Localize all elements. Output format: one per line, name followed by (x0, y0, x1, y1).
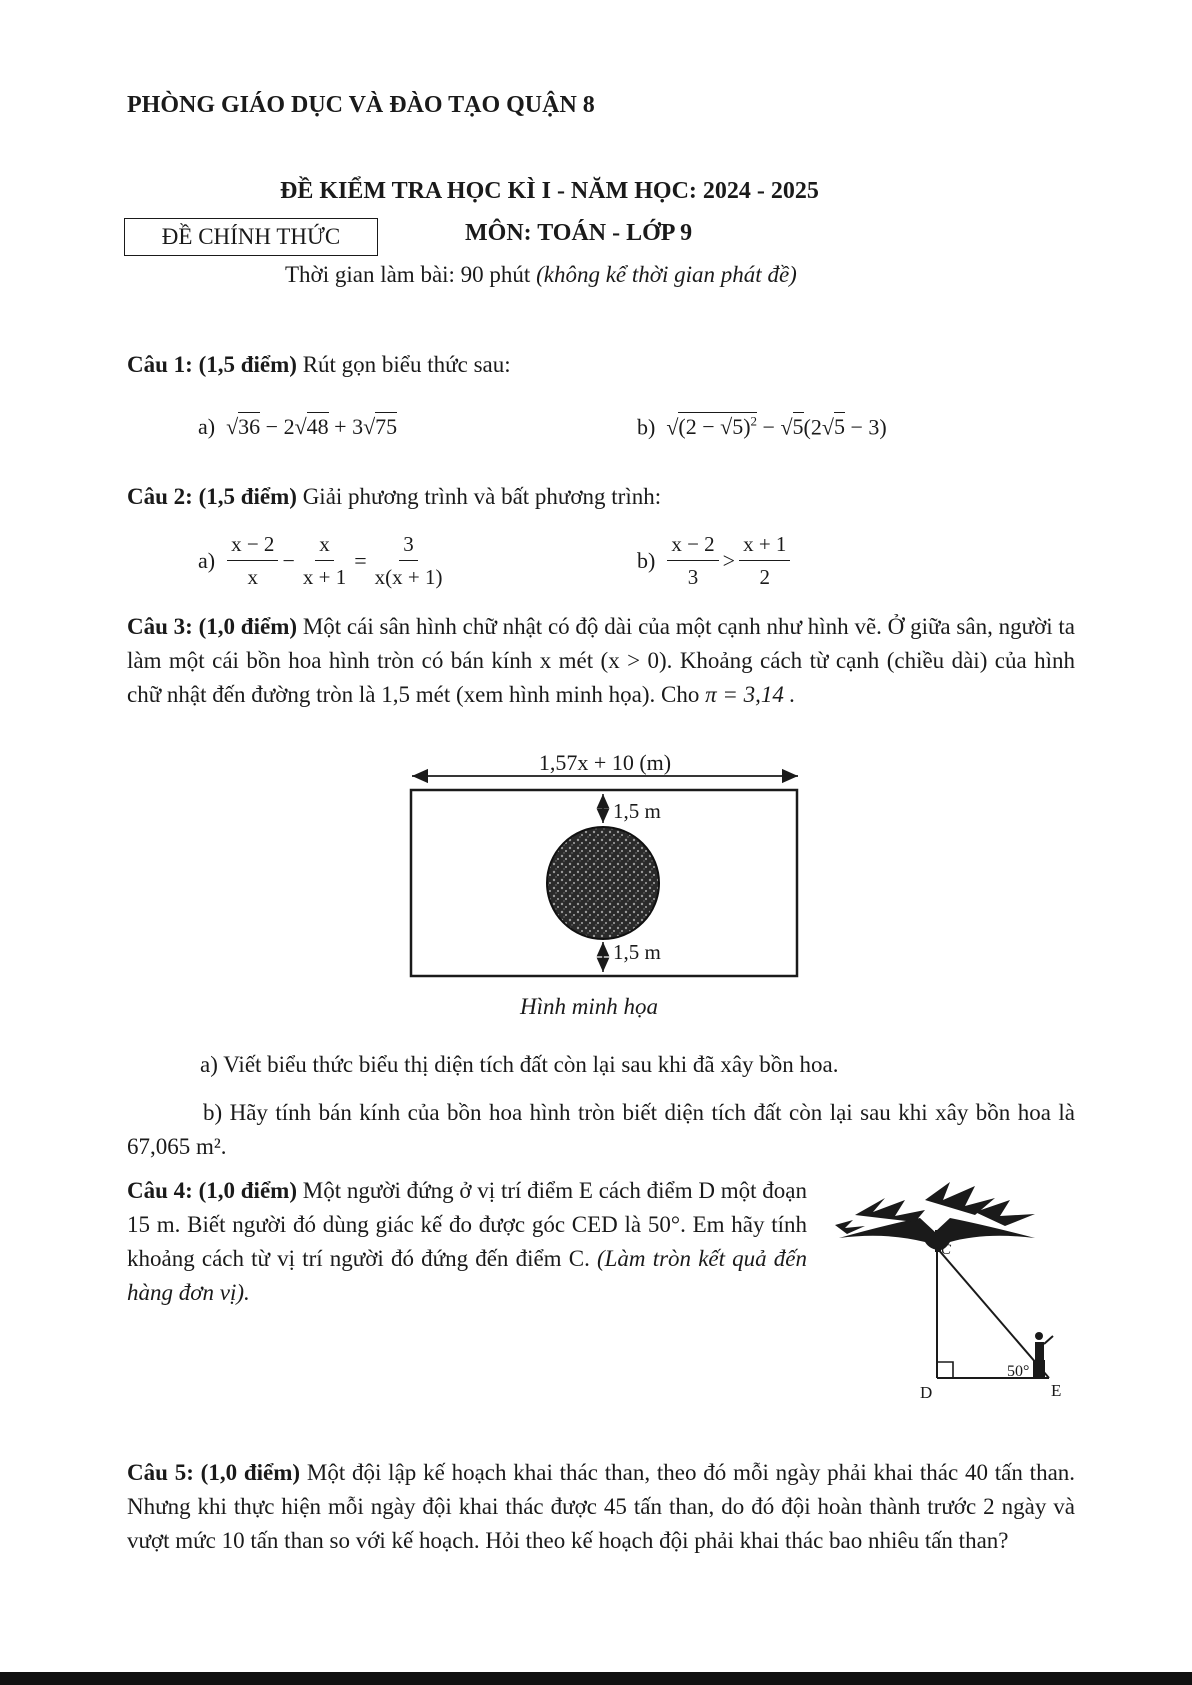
q2-a-label: a) (198, 548, 216, 573)
q1-part-b (637, 414, 887, 440)
q5-points: (1,0 điểm) (200, 1460, 301, 1485)
length-label: 1,57x + 10 (m) (538, 750, 672, 775)
point-e-label: E (1051, 1381, 1062, 1400)
exam-title: ĐỀ KIỂM TRA HỌC KÌ I - NĂM HỌC: 2024 - 2025 (280, 178, 819, 204)
scan-bottom-border (0, 1672, 1192, 1685)
tree-triangle-figure (825, 1170, 1075, 1410)
right-angle-mark (937, 1362, 953, 1378)
q2-label: Câu 2: (127, 484, 193, 509)
q3-text: Một cái sân hình chữ nhật có độ dài của một cạnh như hình vẽ. Ở giữa sân, người ta làm một cái bồn hoa hình tròn có bán kính x mét (x > 0). Khoảng cách từ cạnh (chiều dài) của hình chữ nhật đến đường tròn là 1,5 mét (xem hình minh họa). Cho (127, 614, 1075, 707)
point-c-label: C (941, 1242, 952, 1258)
bottom-gap-label: 1,5 m (613, 940, 661, 964)
point-d-label: D (920, 1383, 933, 1402)
subject-line: MÔN: TOÁN - LỚP 9 (465, 220, 693, 246)
q2-text: Giải phương trình và bất phương trình: (302, 484, 662, 509)
q5-label: Câu 5: (127, 1460, 194, 1485)
time-note: (không kể thời gian phát đề) (536, 262, 797, 287)
official-badge (124, 218, 378, 256)
q2-a-equation: $\frac{x - 2}{x}$ − $\frac{x}{x + 1}$ = $\frac{3}{x(x + 1)}$ (223, 532, 450, 590)
observer-person-icon (1033, 1332, 1053, 1378)
q2-b-label: b) (637, 548, 656, 573)
q4-label: Câu 4: (127, 1178, 193, 1203)
q2-part-a (198, 532, 450, 590)
q4-text: Một người đứng ở vị trí điểm E cách điểm D một đoạn 15 m. Biết người đó dùng giác kế đo được góc CED là 50°. Em hãy tính khoảng cách từ vị trí người đó đứng đến điểm C. (127, 1178, 807, 1271)
q2-points: (1,5 điểm) (198, 484, 297, 509)
school-office-heading: PHÒNG GIÁO DỤC VÀ ĐÀO TẠO QUẬN 8 (127, 92, 595, 118)
question-5-paragraph (127, 1456, 1075, 1558)
time-text: Thời gian làm bài: 90 phút (285, 262, 531, 287)
official-badge-label: ĐỀ CHÍNH THỨC (161, 224, 341, 249)
flower-bed-circle (547, 827, 659, 939)
question-1-heading (127, 352, 511, 378)
q1-a-expression: √36 − 2√48 + 3√75 (220, 414, 398, 439)
q4-note: (Làm tròn kết quả đến hàng đơn vị). (127, 1246, 808, 1305)
garden-figure (400, 750, 820, 1030)
q1-points: (1,5 điểm) (198, 352, 297, 377)
q3-label: Câu 3: (127, 614, 193, 639)
q3-part-b: b) Hãy tính bán kính của bồn hoa hình tròn biết diện tích đất còn lại sau khi xây bồn hoa là 67,065 m². (127, 1100, 1075, 1159)
q2-part-b (637, 532, 794, 590)
q1-text: Rút gọn biểu thức sau: (302, 352, 511, 377)
tree-canopy-icon (835, 1182, 1035, 1252)
top-gap-label: 1,5 m (613, 799, 661, 823)
q1-b-label: b) (637, 414, 656, 440)
q1-part-a (198, 414, 397, 440)
angle-label: 50° (1007, 1363, 1030, 1380)
figure-caption: Hình minh họa (520, 994, 658, 1019)
q2-b-inequality: $\frac{x - 2}{3}$ > $\frac{x + 1}{2}$ (663, 532, 794, 590)
q4-points: (1,0 điểm) (198, 1178, 297, 1203)
q3-points: (1,0 điểm) (198, 614, 298, 639)
q5-text: Một đội lập kế hoạch khai thác than, theo đó mỗi ngày phải khai thác 40 tấn than. Nhưng khi thực hiện mỗi ngày đội khai thác được 45 tấn than, do đó đội hoàn thành trước 2 ngày và vượt mức 10 tấn than so với kế hoạch. Hỏi theo kế hoạch đội phải khai thác bao nhiêu tấn than? (127, 1460, 1076, 1553)
question-2-heading (127, 484, 661, 510)
question-4-paragraph (127, 1174, 807, 1310)
q1-label: Câu 1: (127, 352, 193, 377)
q3-part-a: a) Viết biểu thức biểu thị diện tích đất còn lại sau khi đã xây bồn hoa. (200, 1052, 839, 1077)
q3-pi: π = 3,14 . (705, 682, 796, 707)
q1-a-label: a) (198, 414, 216, 439)
q1-b-expression: $√(2 - √5)^2 - √5(2√5 - 3)$ (660, 414, 887, 440)
side-ce (937, 1248, 1049, 1378)
time-line (285, 262, 797, 288)
question-3-paragraph (127, 610, 1075, 712)
